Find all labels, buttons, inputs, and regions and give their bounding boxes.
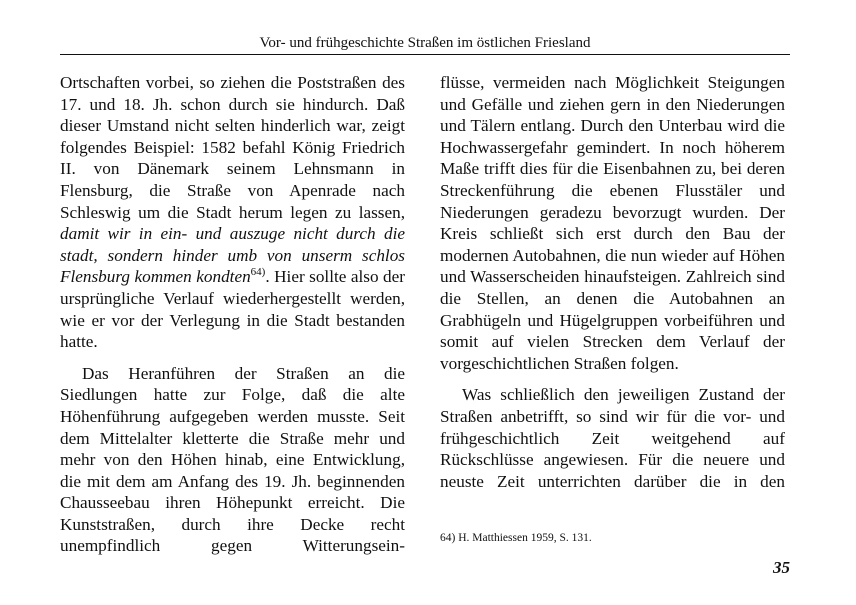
- left-paragraph-1: [60, 72, 405, 353]
- header-rule: [60, 54, 790, 55]
- left-paragraph-1-text-b: . Hier sollte also der ursprüngliche Verlauf wiederhergestellt werden, wie er vor der Verlegung in die Stadt bestanden hatte.: [60, 267, 405, 352]
- left-paragraph-2: Das Heranführen der Straßen an die Siedlungen hatte zur Folge, daß die alte Höhenführung aufgegeben werden musste. Seit dem Mittelalter kletterte die Straße mehr und mehr von den Höhen hinab, eine Entwicklung, die mit dem am Anfang des 19. Jh. beginnenden Chausseebau ihren Höhepunkt erreicht. Die Kunststraßen, durch ihre Decke recht unempfindlich gegen Witterungsein-: [60, 363, 405, 556]
- right-column: [440, 72, 785, 492]
- quoted-passage: damit wir in ein- und auszuge nicht durch die stadt, sondern hinder umb von unserm schlos Flensburg kommen kondten: [60, 224, 405, 287]
- left-column: [60, 72, 405, 557]
- footnote: 64) H. Matthiessen 1959, S. 131.: [440, 532, 592, 544]
- left-paragraph-1-text-a: Ortschaften vorbei, so ziehen die Poststraßen des 17. und 18. Jh. schon durch sie hindurch. Daß dieser Umstand nicht selten hinderlich war, zeigt folgendes Beispiel: 1582 befahl König Friedrich II. von Dänemark seinem Lehnsmann in Flensburg, die Straße von Apenrade nach Schleswig um die Stadt herum legen zu lassen,: [60, 73, 405, 222]
- page-number: 35: [773, 558, 790, 577]
- right-paragraph-2: Was schließlich den jeweiligen Zustand der Straßen anbetrifft, so sind wir für die vor- und frühgeschichtlich Zeit weitgehend auf Rückschlüsse angewiesen. Für die neuere und neuste Zeit unterrichten darüber die in den: [440, 385, 785, 491]
- running-header: Vor- und frühgeschichte Straßen im östlichen Friesland: [259, 35, 591, 51]
- right-paragraph-1: flüsse, vermeiden nach Möglichkeit Steigungen und Gefälle und ziehen gern in den Niederungen und Tälern entlang. Durch den Unterbau wird die Hochwassergefahr gemindert. In noch höherem Maße trifft dies für die Eisenbahnen zu, bei deren Streckenführung die ebenen Flusstäler und Niederungen geradezu bevorzugt wurden. Der Kreis schließt sich erst durch den Bau der modernen Autobahnen, die nun wieder auf Höhen und Wasserscheiden hinaufsteigen. Zahlreich sind die Stellen, an denen die Autobahnen an Grabhügeln und Hügelgruppen vorbeiführen und somit auf vielen Strecken dem Verlauf der vorgeschichtlichen Straßen folgen.: [440, 73, 785, 373]
- footnote-reference[interactable]: 64): [250, 266, 266, 279]
